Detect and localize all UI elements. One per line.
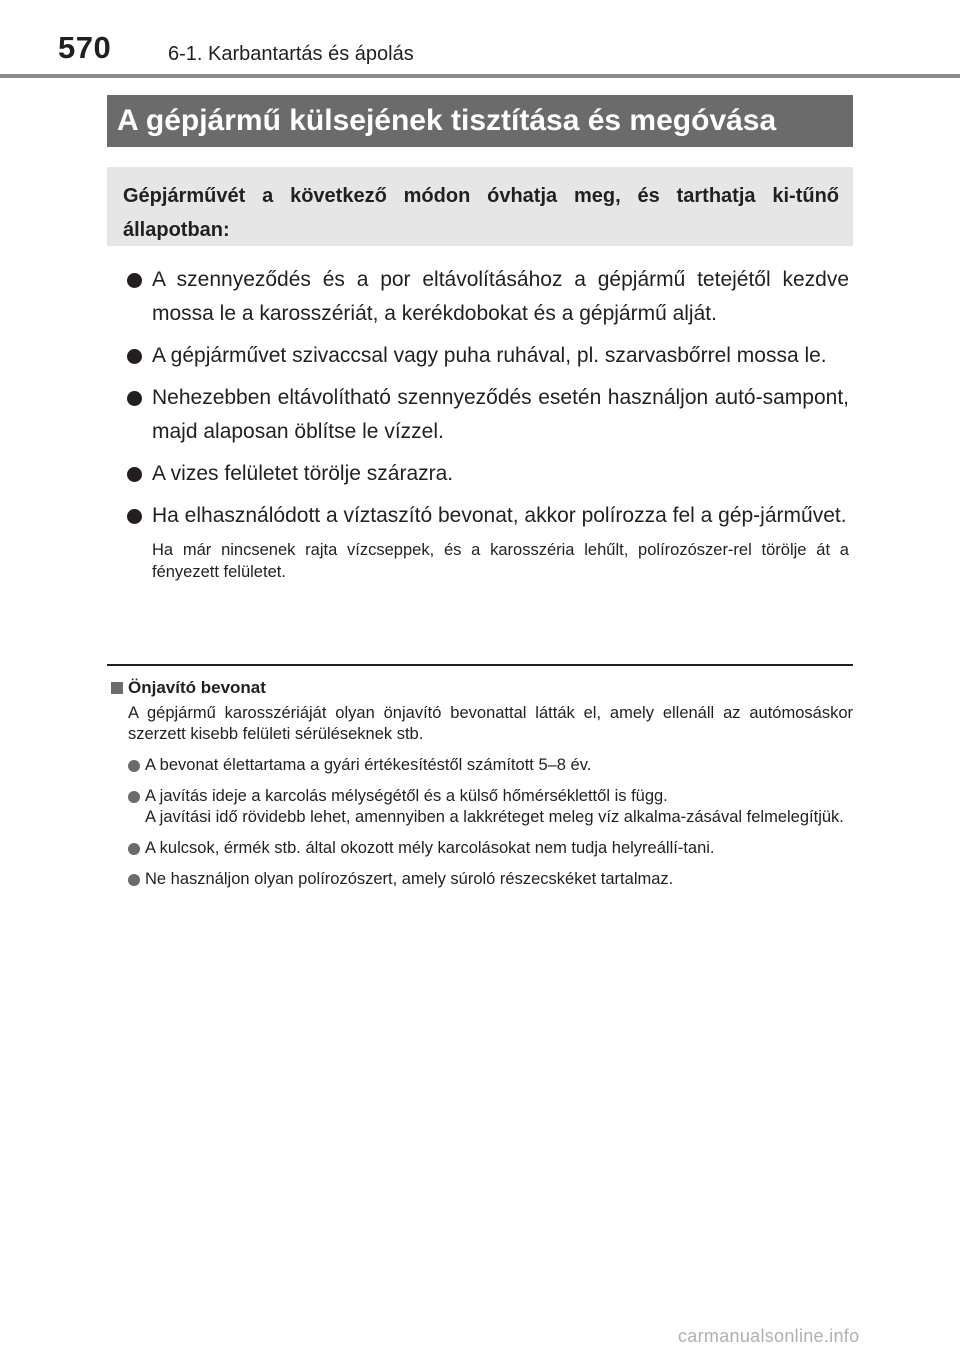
page-number: 570 [58,30,112,65]
sub-list-item [128,838,853,859]
list-item [127,457,849,491]
section-title: 6-1. Karbantartás és ápolás [168,43,414,65]
list-item [127,499,849,583]
bullet-icon [128,843,140,855]
main-list [127,263,849,591]
list-item [127,263,849,331]
bullet-icon [128,791,140,803]
sub-section [111,676,853,900]
sub-list-item-text: Ne használjon olyan polírozószert, amely súroló részecskéket tartalmaz. [145,870,674,888]
sub-heading-text: Önjavító bevonat [128,678,266,697]
list-item-note: Ha már nincsenek rajta vízcseppek, és a karosszéria lehűlt, polírozószer-rel törölje át a fényezett felületet. [152,541,849,581]
list-item [127,339,849,373]
sub-description: A gépjármű karosszériáját olyan önjavító bevonattal látták el, amely ellenáll az autómosáskor szerzett kisebb felületi sérüléseknek stb. [128,704,853,743]
sub-list-item [128,755,853,776]
sub-list-item-extra: A javítási idő rövidebb lehet, amennyiben a lakkréteget meleg víz alkalma-zásával felmelegítjük. [145,808,844,826]
bullet-icon [128,874,140,886]
watermark: carmanualsonline.info [678,1326,860,1346]
sub-list-item-text: A bevonat élettartama a gyári értékesítéstől számított 5–8 év. [145,756,592,774]
square-bullet-icon [111,682,123,694]
list-item-text: Ha elhasználódott a víztaszító bevonat, akkor polírozza fel a gép-járművet. [152,504,847,527]
bullet-icon [127,509,142,524]
bullet-icon [127,467,142,482]
list-item-text: Nehezebben eltávolítható szennyeződés esetén használjon autó-sampont, majd alaposan öblítse le vízzel. [152,386,849,443]
sub-list [128,755,853,890]
sub-list-item-text: A javítás ideje a karcolás mélységétől és a külső hőmérséklettől is függ. [145,787,668,805]
bullet-icon [127,349,142,364]
bullet-icon [127,273,142,288]
sub-heading [111,676,853,700]
sub-list-item [128,786,853,828]
list-item-text: A vizes felületet törölje szárazra. [152,462,454,485]
sub-list-item-text: A kulcsok, érmék stb. által okozott mély karcolásokat nem tudja helyreállí-tani. [145,839,715,857]
list-item-text: A gépjárművet szivaccsal vagy puha ruhával, pl. szarvasbőrrel mossa le. [152,344,827,367]
bullet-icon [128,760,140,772]
bullet-icon [127,391,142,406]
header-rule [0,74,960,78]
intro-box: Gépjárművét a következő módon óvhatja meg, és tarthatja ki-tűnő állapotban: [107,167,853,246]
page-title: A gépjármű külsejének tisztítása és megóvása [107,95,853,147]
sub-list-item [128,869,853,890]
page-header [0,0,960,80]
section-divider [107,664,853,666]
list-item [127,381,849,449]
list-item-text: A szennyeződés és a por eltávolításához a gépjármű tetejétől kezdve mossa le a karosszériát, a kerékdobokat és a gépjármű alját. [152,268,849,325]
